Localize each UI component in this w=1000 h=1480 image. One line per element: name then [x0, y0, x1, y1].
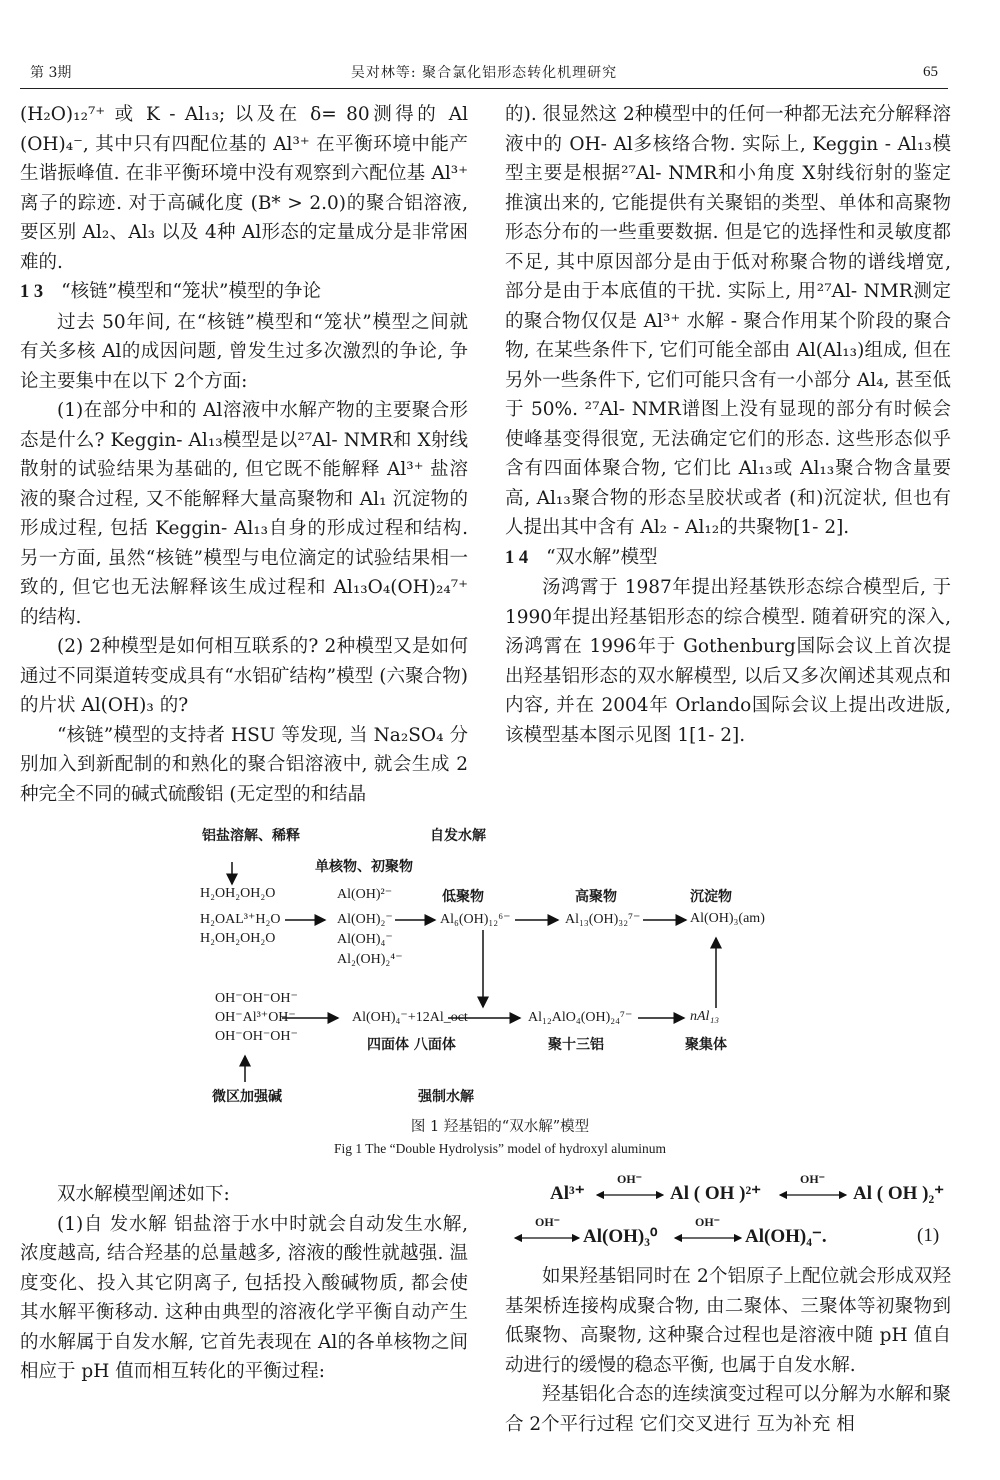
eq-species-5: Al(OH)₄⁻.: [745, 1226, 827, 1247]
species-oh-row2: OH⁻Al³⁺OH⁻: [215, 1010, 296, 1025]
paragraph: 汤鸿霄于 1987年提出羟基铁形态综合模型后, 于 1990年提出羟基铝形态的综合模型. 随着研究的深入, 汤鸿霄在 1996年于 Gothenburg国际会议上首次提出羟基铝形态的双水解模型, 以后又多次阐述其观点和内容, 并在 2004年 Orlando国际会议上提出改进版, 该模型基本图示见图 1[1- 2].: [505, 577, 951, 746]
label-aggregate: 聚集体: [685, 1037, 727, 1053]
section-title: “双水解”模型: [546, 546, 658, 568]
species-hydrate-row2: H₂OAL³⁺H₂O: [200, 912, 281, 927]
paragraph: 过去 50年间, 在“核链”模型和“笼状”模型之间就有关多核 Al的成因问题, 曾发生过多次激烈的争论, 争论主要集中在以下 2个方面:: [20, 311, 468, 392]
equation-number: (1): [917, 1225, 940, 1246]
section-heading-1-4: [505, 543, 951, 574]
paragraph: 如果羟基铝同时在 2个铝原子上配位就会形成双羟基架桥连接构成聚合物, 由二聚体、三聚体等初聚物到低聚物、高聚物, 这种聚合过程也是溶液中随 pH 值自动进行的缓慢的稳态平衡, 也属于自发水解.: [505, 1266, 951, 1376]
figure-caption-en: Fig 1 The “Double Hydrolysis” model of hydroxyl aluminum: [334, 1141, 666, 1156]
species-al13-oh32: Al₁₃(OH)₃₂⁷⁻: [565, 912, 641, 927]
text-run: (OH)₄⁻, 其中只有四配位基的 Al³⁺ 在平衡环境中能产生谐振峰值. 在非平衡环境中没有观察到六配位基 Al³⁺ 离子的踪迹. 对于高碱化度 (B* > 2.0)的聚合铝溶液, 要区别 Al₂、Al₃ 以及 4种 Al形态的定量成分是非常困难的.: [20, 133, 468, 273]
label-precipitate: 沉淀物: [690, 889, 732, 905]
issue-number: 第 3期: [30, 65, 72, 81]
paragraph: (1)在部分中和的 Al溶液中水解产物的主要聚合形态是什么? Keggin- Al₁₃模型是以²⁷Al- NMR和 X射线散射的试验结果为基础的, 但它既不能解释 Al³⁺ 盐溶液的聚合过程, 又不能解释大量高聚物和 Al₁ 沉淀物的形成过程, 包括 Keggin- Al₁₃自身的形成过程和结构. 另一方面, 虽然“核链”模型与电位滴定的试验结果相一致的, 但它也无法解释该生成过程和 Al₁₃O₄(OH)₂₄⁷⁺ 的结构.: [20, 400, 468, 628]
species-keggin: Al₁₂AlO₄(OH)₂₄⁷⁻: [528, 1010, 633, 1025]
paragraph: (2) 2种模型是如何相互联系的? 2种模型又是如何通过不同渠道转变成具有“水铝矿结构”模型 (六聚合物)的片状 Al(OH)₃ 的?: [20, 636, 468, 716]
paragraph: 羟基铝化合态的连续演变过程可以分解为水解和聚合 2个平行过程 它们交叉进行 互为补充 相: [505, 1384, 951, 1435]
equation-1: [505, 1168, 955, 1248]
label-tetra-octa: 四面体 八面体: [367, 1037, 456, 1053]
section-number: 1 4: [505, 547, 529, 568]
species-mono-4: Al₂(OH)₂⁴⁻: [337, 952, 403, 967]
diagram-arrows: [190, 820, 810, 1115]
page-number: 65: [923, 64, 938, 80]
section-number: 1 3: [20, 282, 44, 302]
paragraph: 双水解模型阐述如下:: [57, 1184, 230, 1205]
eq-arrow-label: OH⁻: [800, 1172, 826, 1186]
species-al-oh3-am: Al(OH)₃(am): [690, 911, 765, 926]
eq-arrow-label: OH⁻: [695, 1215, 721, 1229]
species-tetra-plus-octa: Al(OH)₄⁻+12Al_oct: [352, 1010, 468, 1025]
figure-caption-cn: 图 1 羟基铝的“双水解”模型: [410, 1119, 590, 1135]
species-mono-3: Al(OH)₄⁻: [337, 932, 393, 947]
label-polymer: 高聚物: [575, 889, 617, 905]
species-mono-1: Al(OH)²⁻: [337, 887, 393, 902]
species-oh-row3: OH⁻OH⁻OH⁻: [215, 1029, 298, 1044]
left-column-lower: [20, 1180, 468, 1387]
eq-species-4: Al(OH)₃⁰: [583, 1226, 658, 1247]
left-column-upper: [20, 100, 468, 809]
equation-arrows: [505, 1168, 955, 1248]
paragraph: [20, 100, 468, 277]
right-column-lower: [505, 1262, 951, 1439]
section-title: “核链”模型和“笼状”模型的争论: [61, 281, 321, 302]
eq-arrow-label: OH⁻: [535, 1215, 561, 1229]
paragraph: (1)自 发水解 铝盐溶于水中时就会自动发生水解, 浓度越高, 结合羟基的总量越多, 溶液的酸性就越强. 温度变化、投入其它阴离子, 包括投入酸碱物质, 都会使其水解平衡移动. 这种由典型的溶液化学平衡自动产生的水解属于自发水解, 它首先表现在 Al的各单核物之间相应于 pH 值而相互转化的平衡过程:: [20, 1213, 468, 1382]
right-column-upper: [505, 100, 951, 750]
section-heading-1-3: [20, 277, 468, 308]
text-line: (H₂O)₁₂⁷⁺ 或 K - Al₁₃; 以及在 δ= 80测得的 Al: [20, 104, 468, 125]
label-dissolve: 铝盐溶解、稀释: [202, 828, 300, 844]
species-hydrate-row3: H₂OH₂OH₂O: [200, 931, 276, 946]
species-n-al13: nAl₁₃: [690, 1009, 720, 1024]
eq-species-3: Al ( OH )₂⁺: [853, 1183, 945, 1204]
species-hydrate-row1: H₂OH₂OH₂O: [200, 886, 276, 901]
paragraph: 的). 很显然这 2种模型中的任何一种都无法充分解释溶液中的 OH- Al多核络合物. 实际上, Keggin - Al₁₃模型主要是根据²⁷Al- NMR和小角度 X射线衍射的鉴定推演出来的, 它能提供有关聚铝的类型、单体和高聚物形态分布的一些重要数据. 但是它的选择性和灵敏度都不足, 其中原因部分是由于低对称聚合物的谱线增宽, 部分是由于本底值的干扰. 实际上, 用²⁷Al- NMR测定的聚合物仅仅是 Al³⁺ 水解 - 聚合作用某个阶段的聚合物, 在某些条件下, 它们可能全部由 Al(Al₁₃)组成, 但在另外一些条件下, 它们可能只含有一小部分 Al₄, 甚至低于 50%. ²⁷Al- NMR谱图上没有显现的部分有时候会使峰基变得很宽, 无法确定它们的形态. 这些形态似乎含有四面体聚合物, 它们比 Al₁₃或 Al₁₃聚合物含量要高, Al₁₃聚合物的形态呈胶状或者 (和)沉淀状, 但也有人提出其中含有 Al₂ - Al₁₂的共聚物[1- 2].: [505, 104, 951, 538]
eq-arrow-label: OH⁻: [617, 1172, 643, 1186]
running-header: [20, 60, 948, 89]
label-al13: 聚十三铝: [548, 1037, 604, 1053]
label-forced-hydrolysis: 强制水解: [418, 1089, 474, 1105]
running-title: 吴对林等: 聚合氯化铝形态转化机理研究: [350, 65, 618, 81]
figure-double-hydrolysis-diagram: [190, 820, 810, 1115]
label-spontaneous: 自发水解: [430, 828, 486, 844]
species-al6: Al₆(OH)₁₂⁶⁻: [440, 912, 511, 927]
label-local-base: 微区加强碱: [212, 1089, 282, 1105]
label-mononuclear: 单核物、初聚物: [315, 859, 413, 875]
paragraph: “核链”模型的支持者 HSU 等发现, 当 Na₂SO₄ 分别加入到新配制的和熟化的聚合铝溶液中, 就会生成 2种完全不同的碱式硫酸铝 (无定型的和结晶: [20, 724, 468, 805]
label-oligomer: 低聚物: [442, 889, 484, 905]
eq-species-2: Al ( OH )²⁺: [670, 1183, 762, 1204]
species-mono-2: Al(OH)₂⁻: [337, 912, 393, 927]
species-oh-row1: OH⁻OH⁻OH⁻: [215, 991, 298, 1006]
eq-species-1: Al³⁺: [550, 1183, 585, 1204]
